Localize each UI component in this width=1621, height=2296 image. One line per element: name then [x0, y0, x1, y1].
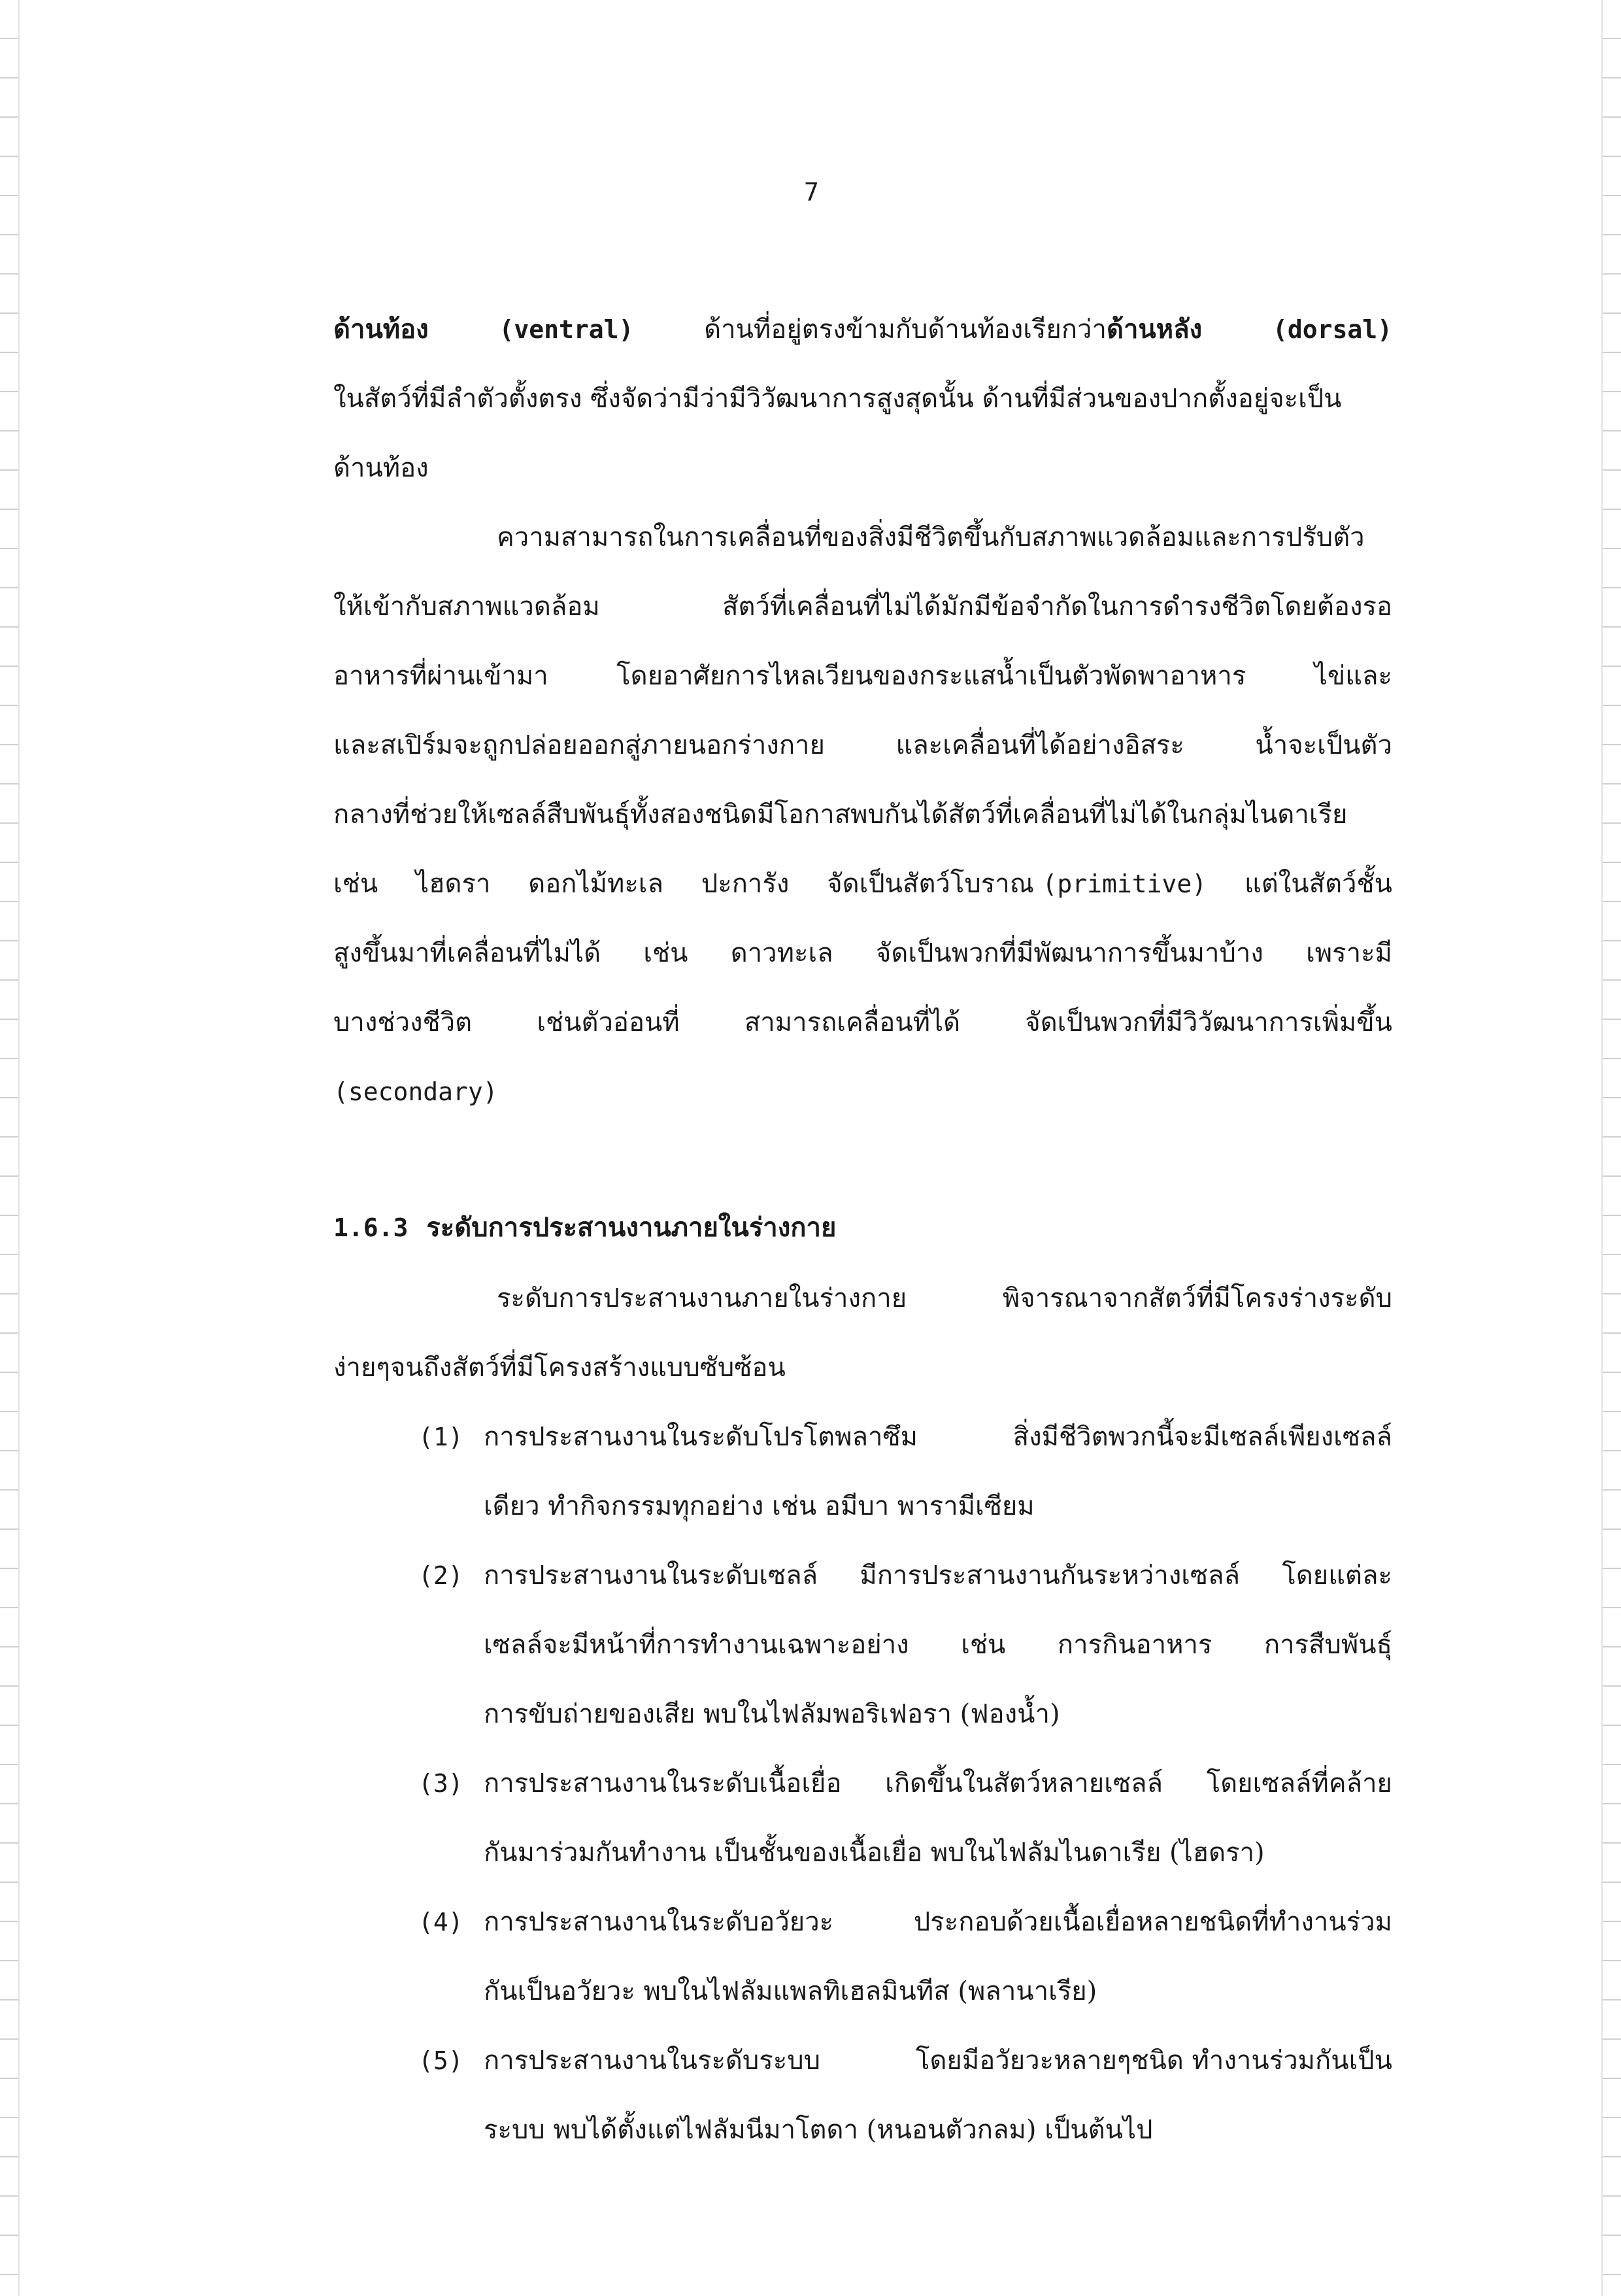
paragraph1-line3: ด้านท้อง: [333, 453, 429, 483]
list-item-4-line2: กันเป็นอวัยวะ พบในไฟลัมแพลทิเฮลมินทีส (พลานาเรีย): [484, 1976, 1097, 2006]
list-item-number: (5): [418, 2046, 463, 2075]
list-item-1-line1: การประสานงานในระดับโปรโตพลาซึม สิ่งมีชีวิตพวกนี้จะมีเซลล์เพียงเซลล์: [484, 1422, 1392, 1452]
list-item-5-line1: การประสานงานในระดับระบบ โดยมีอวัยวะหลายๆชนิด ทำงานร่วมกันเป็น: [484, 2046, 1392, 2076]
section-heading: [333, 1211, 836, 1245]
list-item-number: (1): [418, 1423, 463, 1451]
term-secondary: (secondary): [333, 1077, 498, 1106]
paragraph2-line4: และสเปิร์มจะถูกปล่อยออกสู่ภายนอกร่างกาย และเคลื่อนที่ได้อย่างอิสระ น้ำจะเป็นตัว: [333, 730, 1392, 760]
term-back: ด้านหลัง: [1106, 314, 1203, 345]
list-item-5-line2: ระบบ พบได้ตั้งแต่ไฟลัมนีมาโตดา (หนอนตัวกลม) เป็นต้นไป: [484, 2115, 1153, 2145]
scan-edge-line-right: [1601, 0, 1603, 2296]
list-item-2-line1: การประสานงานในระดับเซลล์ มีการประสานงานกันระหว่างเซลล์ โดยแต่ละ: [484, 1561, 1392, 1591]
term-ventral: (ventral): [499, 315, 634, 344]
term-belly: ด้านท้อง: [333, 314, 429, 345]
list-item-number: (4): [418, 1908, 463, 1936]
list-item-1-line2: เดียว ทำกิจกรรมทุกอย่าง เช่น อมีบา พารามีเซียม: [484, 1491, 1035, 1521]
term-primitive: (primitive): [1042, 869, 1207, 898]
term-dorsal: (dorsal): [1272, 315, 1392, 344]
list-item-2-line2: เซลล์จะมีหน้าที่การทำงานเฉพาะอย่าง เช่น การกินอาหาร การสืบพันธุ์: [484, 1630, 1392, 1660]
section-intro-line1: ระดับการประสานงานภายในร่างกาย พิจารณาจากสัตว์ที่มีโครงร่างระดับ: [497, 1283, 1392, 1313]
scan-edge-left: [0, 0, 20, 2296]
primitive-group: จัดเป็นสัตว์โบราณ (primitive): [827, 869, 1207, 899]
paragraph2-line5: กลางที่ช่วยให้เซลล์สืบพันธุ์ทั้งสองชนิดมีโอกาสพบกันได้สัตว์ที่เคลื่อนที่ไม่ได้ในกลุ่มไนดาเรีย: [333, 800, 1348, 830]
text-opposite-side: ด้านที่อยู่ตรงข้ามกับด้านท้องเรียกว่าด้านหลัง: [704, 314, 1203, 345]
section-intro-line2: ง่ายๆจนถึงสัตว์ที่มีโครงสร้างแบบซับซ้อน: [333, 1353, 786, 1383]
list-item-3-line1: การประสานงานในระดับเนื้อเยื่อ เกิดขึ้นในสัตว์หลายเซลล์ โดยเซลล์ที่คล้าย: [484, 1768, 1392, 1798]
paragraph2-line2: ให้เข้ากับสภาพแวดล้อม สัตว์ที่เคลื่อนที่ไม่ได้มักมีข้อจำกัดในการดำรงชีวิตโดยต้องรอ: [333, 592, 1392, 622]
list-item-2-line3: การขับถ่ายของเสีย พบในไฟลัมพอริเฟอรา (ฟองน้ำ): [484, 1699, 1060, 1729]
page-number: 7: [804, 178, 819, 207]
paragraph1-line1: [333, 312, 1392, 346]
paragraph2-line8: บางช่วงชีวิต เช่นตัวอ่อนที่ สามารถเคลื่อนที่ได้ จัดเป็นพวกที่มีวิวัฒนาการเพิ่มขึ้น: [333, 1007, 1392, 1038]
scan-edge-right: [1601, 0, 1621, 2296]
paragraph2-line3: อาหารที่ผ่านเข้ามา โดยอาศัยการไหลเวียนของกระแสน้ำเป็นตัวพัดพาอาหาร ไข่และ: [333, 661, 1392, 691]
section-number: 1.6.3: [333, 1213, 409, 1242]
scan-edge-line-left: [18, 0, 20, 2296]
list-item-number: (2): [418, 1561, 463, 1590]
section-title: ระดับการประสานงานภายในร่างกาย: [426, 1212, 837, 1243]
paragraph1-line2: ในสัตว์ที่มีลำตัวตั้งตรง ซึ่งจัดว่ามีว่ามีวิวัฒนาการสูงสุดนั้น ด้านที่มีส่วนของปากตั้งอยู่จะเป็น: [333, 384, 1342, 414]
paragraph2-line1: ความสามารถในการเคลื่อนที่ของสิ่งมีชีวิตขึ้นกับสภาพแวดล้อมและการปรับตัว: [497, 522, 1365, 552]
paragraph2-line6: เช่น ไฮดรา ดอกไม้ทะเล ปะการัง จัดเป็นสัตว์โบราณ (primitive) แต่ในสัตว์ชั้น: [333, 867, 1392, 901]
list-item-number: (3): [418, 1769, 463, 1798]
list-item-4-line1: การประสานงานในระดับอวัยวะ ประกอบด้วยเนื้อเยื่อหลายชนิดที่ทำงานร่วม: [484, 1907, 1392, 1937]
paragraph2-line7: สูงขึ้นมาที่เคลื่อนที่ไม่ได้ เช่น ดาวทะเล จัดเป็นพวกที่มีพัฒนาการขึ้นมาบ้าง เพราะมี: [333, 938, 1392, 968]
list-item-3-line2: กันมาร่วมกันทำงาน เป็นชั้นของเนื้อเยื่อ พบในไฟลัมไนดาเรีย (ไฮดรา): [484, 1838, 1265, 1868]
